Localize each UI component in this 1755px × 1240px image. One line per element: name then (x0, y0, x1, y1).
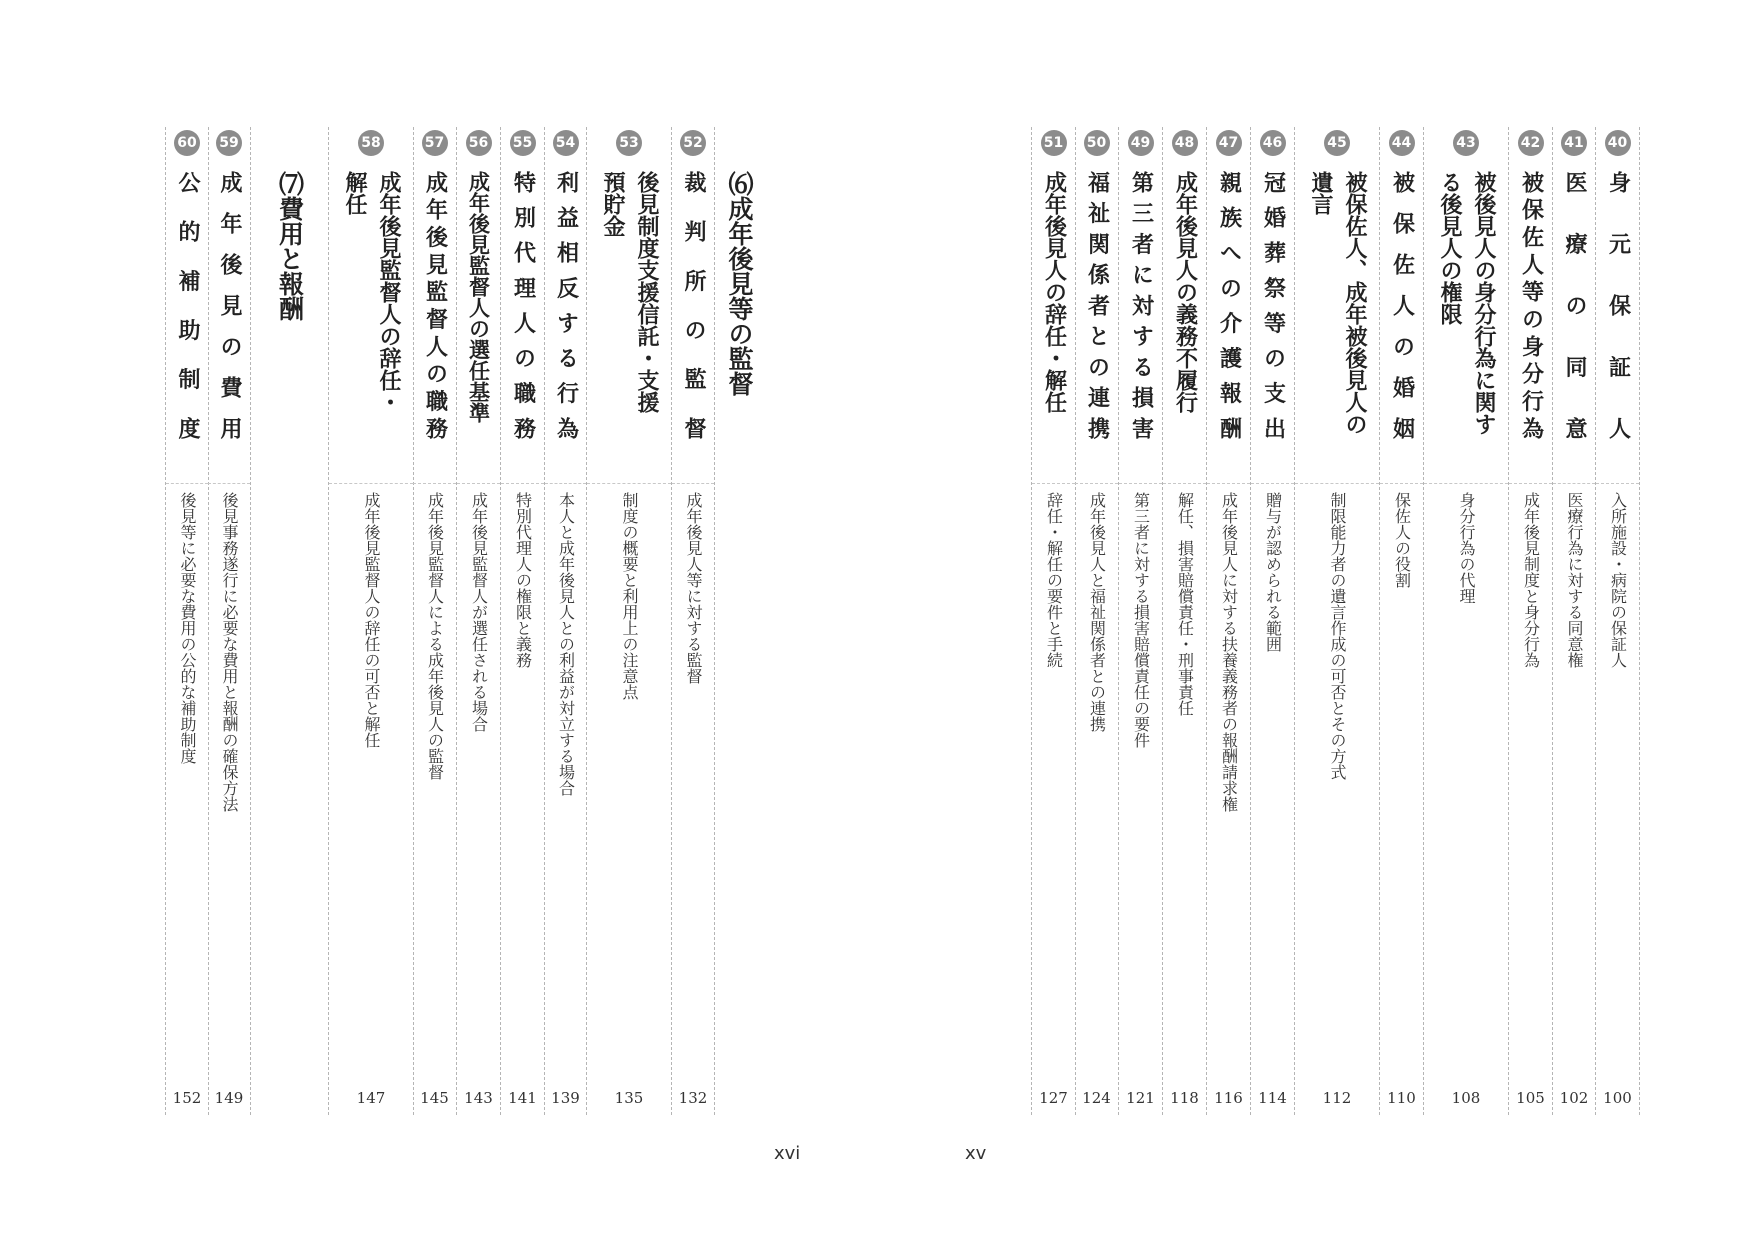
entry-page-number: 152 (172, 1089, 202, 1107)
entry-title[interactable]: 利益相反する行為 (553, 171, 579, 439)
entry-page-number: 121 (1126, 1089, 1155, 1107)
entry-page-number: 143 (464, 1089, 493, 1107)
entry-title[interactable]: 身元保証人 (1605, 171, 1631, 439)
entry-title[interactable]: 後見制度支援信託・支援 預貯金 (600, 171, 659, 413)
entry-number-badge: 45 (1324, 130, 1350, 156)
entry-description: 成年後見人等に対する監督 (684, 492, 703, 684)
entry-number-badge: 56 (466, 130, 492, 156)
title-desc-divider (457, 483, 500, 484)
entry-title[interactable]: 被保佐人の婚姻 (1389, 171, 1415, 439)
entry-description: 身分行為の代理 (1457, 492, 1476, 604)
entry-description: 入所施設・病院の保証人 (1608, 492, 1628, 668)
entry-page-number: 105 (1516, 1089, 1545, 1107)
entry-description: 成年後見人に対する扶養義務者の報酬請求権 (1219, 492, 1239, 812)
entry-description: 後見等に必要な費用の公的な補助制度 (178, 492, 197, 764)
title-desc-divider (1295, 483, 1379, 484)
entry-number-badge: 50 (1084, 130, 1110, 156)
toc-entry-60 (165, 127, 209, 1115)
section-title[interactable]: ⑹成年後見等の監督 (725, 171, 754, 396)
title-desc-divider (1075, 483, 1118, 484)
toc-entry-40 (1596, 127, 1640, 1115)
entry-title[interactable]: 福祉関係者との連携 (1084, 171, 1110, 439)
entry-number-badge: 52 (680, 130, 706, 156)
entry-title[interactable]: 被保佐人等の身分行為 (1518, 171, 1544, 439)
toc-entry-42 (1509, 127, 1553, 1115)
entry-title[interactable]: 医療の同意 (1562, 171, 1587, 439)
entry-page-number: 116 (1214, 1089, 1243, 1107)
entry-description: 贈与が認められる範囲 (1263, 492, 1283, 652)
entry-description: 制度の概要と利用上の注意点 (620, 492, 639, 700)
entry-title[interactable]: 成年後見監督人の選任基準 (466, 171, 491, 423)
entry-page-number: 110 (1387, 1089, 1416, 1107)
entry-description: 保佐人の役割 (1392, 492, 1412, 588)
title-desc-divider (672, 483, 714, 484)
toc-entry-43 (1424, 127, 1509, 1115)
entry-number-badge: 53 (616, 130, 642, 156)
title-desc-divider (545, 483, 586, 484)
entry-page-number: 139 (551, 1089, 580, 1107)
entry-page-number: 135 (614, 1089, 644, 1107)
entry-number-badge: 54 (553, 130, 579, 156)
folio-right: xv (965, 1143, 987, 1164)
entry-number-badge: 55 (510, 130, 536, 156)
entry-description: 成年後見監督人の辞任の可否と解任 (362, 492, 381, 748)
toc-entry-52 (672, 127, 715, 1115)
entry-number-badge: 48 (1172, 130, 1198, 156)
title-desc-divider (208, 483, 250, 484)
entry-page-number: 127 (1039, 1089, 1068, 1107)
toc-entry-44 (1380, 127, 1424, 1115)
entry-title[interactable]: 被後見人の身分行為に関す る後見人の権限 (1437, 171, 1496, 435)
toc-entry-50 (1075, 127, 1119, 1115)
toc-entry-53 (587, 127, 672, 1115)
entry-page-number: 149 (214, 1089, 244, 1107)
entry-title[interactable]: 特別代理人の職務 (510, 171, 536, 439)
title-desc-divider (1119, 483, 1162, 484)
title-desc-divider (1553, 483, 1595, 484)
entry-page-number: 132 (678, 1089, 708, 1107)
toc-entry-57 (413, 127, 457, 1115)
title-desc-divider (1251, 483, 1294, 484)
entry-description: 医療行為に対する同意権 (1565, 492, 1584, 668)
toc-entry-47 (1207, 127, 1251, 1115)
toc-entry-59 (208, 127, 251, 1115)
entry-title[interactable]: 成年後見の費用 (217, 171, 242, 439)
entry-number-badge: 41 (1561, 130, 1587, 156)
entry-page-number: 112 (1322, 1089, 1352, 1107)
entry-page-number: 100 (1603, 1089, 1632, 1107)
entry-description: 成年後見制度と身分行為 (1521, 492, 1541, 668)
entry-number-badge: 59 (216, 130, 242, 156)
section-header-6 (715, 127, 763, 1115)
title-desc-divider (1424, 483, 1508, 484)
entry-title[interactable]: 冠婚葬祭等の支出 (1260, 171, 1286, 439)
entry-description: 成年後見人と福祉関係者との連携 (1087, 492, 1107, 732)
title-desc-divider (587, 483, 671, 484)
toc-entry-41 (1553, 127, 1596, 1115)
toc-entry-46 (1251, 127, 1295, 1115)
section-title[interactable]: ⑺費用と報酬 (275, 171, 305, 321)
entry-description: 辞任・解任の要件と手続 (1044, 492, 1064, 668)
entry-title[interactable]: 公的補助制度 (175, 171, 200, 439)
title-desc-divider (329, 483, 413, 484)
entry-description: 成年後見監督人による成年後見人の監督 (425, 492, 445, 780)
entry-page-number: 102 (1559, 1089, 1589, 1107)
toc-entry-55 (501, 127, 545, 1115)
toc-entry-56 (457, 127, 501, 1115)
toc-entry-54 (545, 127, 587, 1115)
entry-title[interactable]: 成年後見人の義務不履行 (1172, 171, 1198, 413)
entry-number-badge: 46 (1260, 130, 1286, 156)
entry-number-badge: 40 (1605, 130, 1631, 156)
title-desc-divider (501, 483, 544, 484)
toc-entry-51 (1031, 127, 1076, 1115)
entry-number-badge: 57 (422, 130, 448, 156)
entry-number-badge: 51 (1041, 130, 1067, 156)
entry-title[interactable]: 裁判所の監督 (681, 171, 706, 439)
entry-page-number: 108 (1451, 1089, 1481, 1107)
title-desc-divider (166, 483, 208, 484)
entry-title[interactable]: 成年後見人の辞任・解任 (1041, 171, 1067, 413)
toc-entry-45 (1295, 127, 1380, 1115)
entry-number-badge: 42 (1518, 130, 1544, 156)
entry-description: 成年後見監督人が選任される場合 (469, 492, 489, 732)
entry-title[interactable]: 成年後見監督人の職務 (422, 171, 448, 439)
folio-left: xvi (774, 1143, 801, 1164)
entry-number-badge: 44 (1389, 130, 1415, 156)
entry-title[interactable]: 第三者に対する損害 (1128, 171, 1154, 439)
title-desc-divider (1380, 483, 1423, 484)
entry-description: 本人と成年後見人との利益が対立する場合 (556, 492, 576, 796)
entry-number-badge: 58 (358, 130, 384, 156)
title-desc-divider (1207, 483, 1250, 484)
entry-page-number: 141 (508, 1089, 537, 1107)
entry-title[interactable]: 親族への介護報酬 (1216, 171, 1242, 439)
entry-page-number: 124 (1082, 1089, 1111, 1107)
entry-description: 特別代理人の権限と義務 (513, 492, 533, 668)
entry-description: 制限能力者の遺言作成の可否とその方式 (1328, 492, 1347, 780)
entry-page-number: 114 (1258, 1089, 1287, 1107)
title-desc-divider (413, 483, 456, 484)
entry-number-badge: 60 (174, 130, 200, 156)
entry-description: 解任、損害賠償責任・刑事責任 (1175, 492, 1195, 716)
entry-page-number: 118 (1170, 1089, 1199, 1107)
entry-description: 後見事務遂行に必要な費用と報酬の確保方法 (220, 492, 239, 812)
title-desc-divider (1596, 483, 1639, 484)
entry-title[interactable]: 被保佐人、成年被後見人の 遺言 (1308, 171, 1367, 435)
title-desc-divider (1032, 483, 1075, 484)
entry-description: 第三者に対する損害賠償責任の要件 (1131, 492, 1151, 748)
toc-entry-48 (1163, 127, 1207, 1115)
toc-entry-49 (1119, 127, 1163, 1115)
entry-number-badge: 49 (1128, 130, 1154, 156)
entry-page-number: 147 (356, 1089, 386, 1107)
entry-number-badge: 47 (1216, 130, 1242, 156)
section-header-7 (251, 127, 328, 1115)
title-desc-divider (1163, 483, 1206, 484)
entry-page-number: 145 (420, 1089, 449, 1107)
toc-entry-58 (328, 127, 414, 1115)
entry-number-badge: 43 (1453, 130, 1479, 156)
entry-title[interactable]: 成年後見監督人の辞任・ 解任 (342, 171, 401, 413)
title-desc-divider (1509, 483, 1552, 484)
